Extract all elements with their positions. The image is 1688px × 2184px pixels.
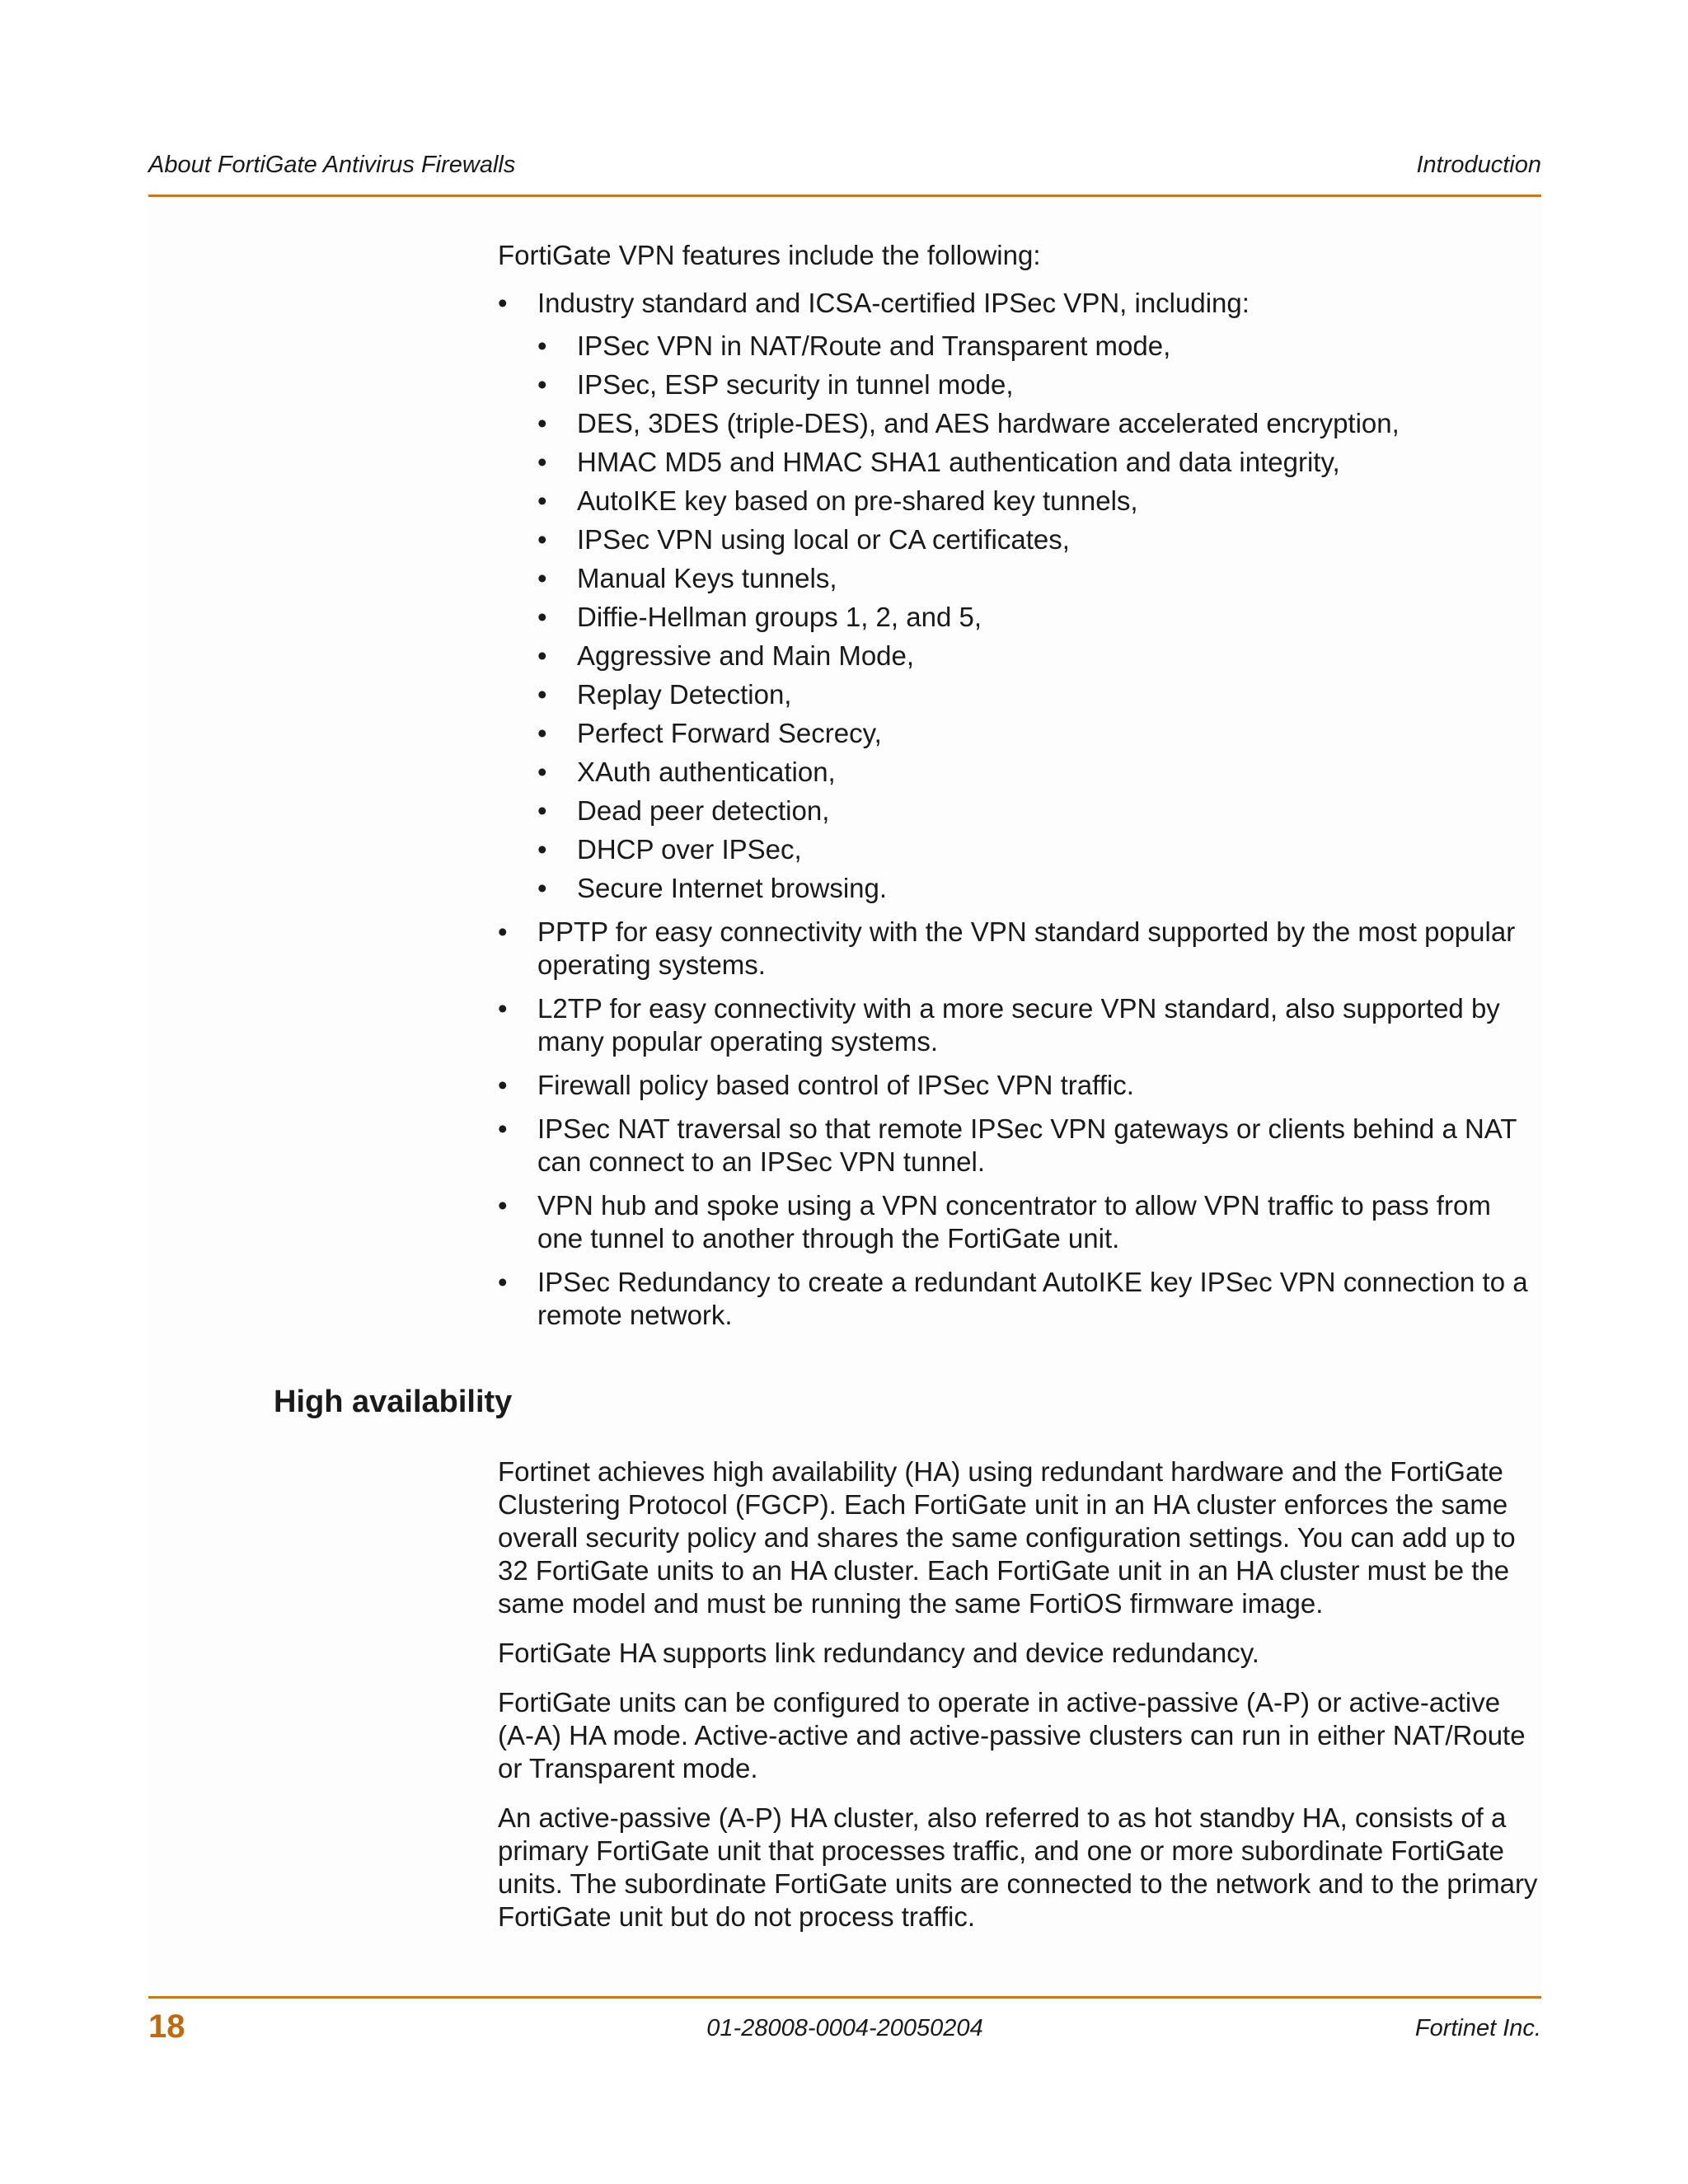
vpn-feature-list (498, 287, 1543, 1332)
high-availability-section (498, 1455, 1543, 1950)
list-item: • XAuth authentication, (537, 756, 1543, 789)
vpn-features-section (498, 239, 1543, 1343)
document-id: 01-28008-0004-20050204 (706, 2015, 983, 2041)
list-item: • Aggressive and Main Mode, (537, 640, 1543, 673)
section-heading-high-availability: High availability (274, 1385, 513, 1419)
list-item: • IPSec VPN using local or CA certificates, (537, 523, 1543, 556)
paragraph: FortiGate HA supports link redundancy and device redundancy. (498, 1638, 1259, 1668)
list-item: • VPN hub and spoke using a VPN concentrator to allow VPN traffic to pass from one tunnel to another through the FortiGate unit. (498, 1189, 1543, 1255)
vpn-intro: FortiGate VPN features include the following: (498, 240, 1041, 270)
list-item: • DHCP over IPSec, (537, 833, 1543, 866)
list-item: • Firewall policy based control of IPSec VPN traffic. (498, 1069, 1543, 1102)
list-item: • PPTP for easy connectivity with the VPN standard supported by the most popular operating systems. (498, 916, 1543, 982)
company-name: Fortinet Inc. (1414, 2015, 1541, 2041)
list-item: • Manual Keys tunnels, (537, 562, 1543, 595)
list-item: • Dead peer detection, (537, 794, 1543, 827)
list-item: • IPSec Redundancy to create a redundant AutoIKE key IPSec VPN connection to a remote network. (498, 1266, 1543, 1332)
list-item: • L2TP for easy connectivity with a more secure VPN standard, also supported by many popular operating systems. (498, 992, 1543, 1058)
header-chapter-title: About FortiGate Antivirus Firewalls (148, 152, 516, 178)
list-item: • AutoIKE key based on pre-shared key tunnels, (537, 485, 1543, 518)
page-number: 18 (148, 2008, 185, 2045)
list-item: • IPSec NAT traversal so that remote IPSec VPN gateways or clients behind a NAT can connect to an IPSec VPN tunnel. (498, 1113, 1543, 1179)
list-item (498, 287, 1543, 905)
list-item: • IPSec VPN in NAT/Route and Transparent mode, (537, 330, 1543, 363)
list-item: • Perfect Forward Secrecy, (537, 717, 1543, 750)
list-item: • HMAC MD5 and HMAC SHA1 authentication and data integrity, (537, 446, 1543, 479)
list-item-text: Industry standard and ICSA-certified IPSec VPN, including: (537, 288, 1250, 318)
page-footer (148, 1996, 1541, 2056)
paragraph: Fortinet achieves high availability (HA) using redundant hardware and the FortiGate Clustering Protocol (FGCP). Each FortiGate unit in an HA cluster enforces the same overall security policy and shares the same configuration settings. You can add up to 32 FortiGate units to an HA cluster. Each FortiGate unit in an HA cluster must be the same model and must be running the same FortiOS firmware image. (498, 1456, 1516, 1619)
ipsec-sublist (537, 330, 1543, 905)
list-item: • Secure Internet browsing. (537, 872, 1543, 905)
list-item: • Replay Detection, (537, 678, 1543, 711)
list-item: • Diffie-Hellman groups 1, 2, and 5, (537, 601, 1543, 634)
paragraph: An active-passive (A-P) HA cluster, also referred to as hot standby HA, consists of a primary FortiGate unit that processes traffic, and one or more subordinate FortiGate units. The subordinate FortiGate units are connected to the network and to the primary FortiGate unit but do not process traffic. (498, 1802, 1538, 1932)
list-item: • DES, 3DES (triple-DES), and AES hardware accelerated encryption, (537, 407, 1543, 440)
page-header (148, 148, 1541, 197)
list-item: • IPSec, ESP security in tunnel mode, (537, 368, 1543, 401)
header-section-title: Introduction (1416, 152, 1541, 178)
paragraph: FortiGate units can be configured to operate in active-passive (A-P) or active-active (A-A) HA mode. Active-active and active-passive clusters can run in either NAT/Route or Transparent mode. (498, 1687, 1526, 1783)
